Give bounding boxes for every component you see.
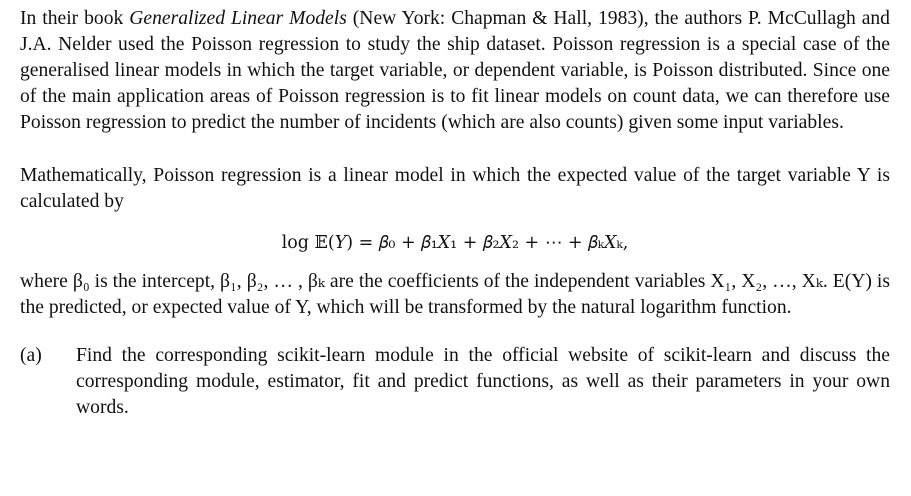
- question-text: Find the corresponding scikit-learn module in the official website of scikit-learn and discuss the corresponding module, estimator, fit and predict functions, as well as their parameters in your own words.: [76, 345, 890, 418]
- book-title: Generalized Linear Models: [129, 8, 347, 29]
- math-intro-paragraph: Mathematically, Poisson regression is a linear model in which the expected value of the target variable Y is calculated by: [20, 165, 890, 212]
- intro-text-start: In their book: [20, 8, 130, 29]
- equation-text: log 𝔼(𝑌) = 𝛽₀ + 𝛽₁𝑋₁ + 𝛽₂𝑋₂ + ⋯ + 𝛽ₖ𝑋ₖ,: [281, 233, 629, 253]
- equation-explanation-paragraph: where β₀ is the intercept, β₁, β₂, … , βₖ are the coefficients of the independent variables X₁, X₂, …, Xₖ. E(Y) is the predicted, or expected value of Y, which will be transformed by the natural logarithm function.: [20, 271, 890, 318]
- intro-text-rest: (New York: Chapman & Hall, 1983), the authors P. McCullagh and J.A. Nelder used the Poisson regression to study the ship dataset. Poisson regression is a special case of the generalised linear models in which the target variable, or dependent variable, is Poisson distributed. Since one of the main application areas of Poisson regression is to fit linear models on count data, we can therefore use Poisson regression to predict the number of incidents (which are also counts) given some input variables.: [20, 8, 890, 133]
- intro-paragraph: [20, 6, 890, 136]
- question-a: [20, 343, 890, 421]
- poisson-equation: [20, 229, 890, 256]
- document-body: [20, 6, 890, 421]
- question-label: (a): [20, 345, 42, 366]
